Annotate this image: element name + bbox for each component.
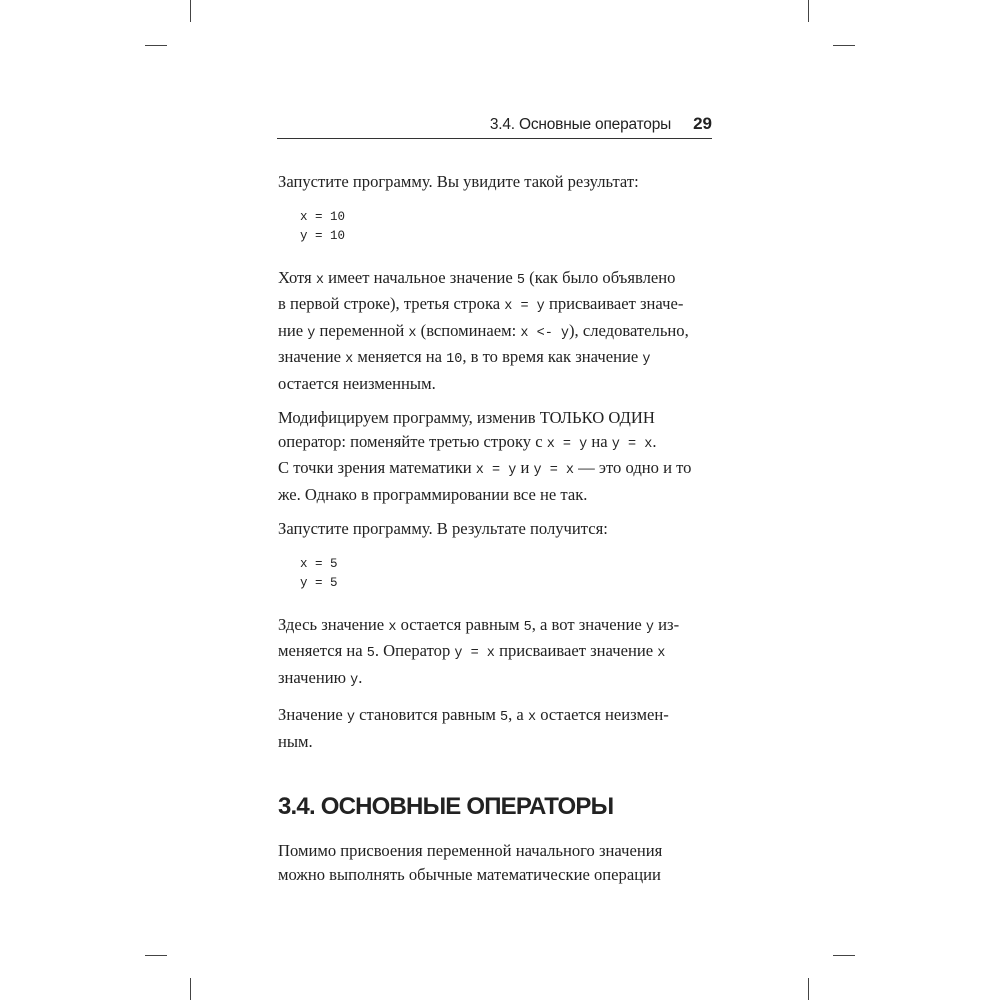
crop-mark-left-top: [145, 45, 167, 46]
paragraph-5-line-2: меняется на 5. Оператор y = x присваивает значение x: [278, 641, 666, 661]
paragraph-3-line-4: же. Однако в программировании все не так.: [278, 484, 588, 504]
paragraph-6-line-2: ным.: [278, 731, 313, 751]
paragraph-6-line-1: Значение y становится равным 5, а x остается неизмен-: [278, 705, 669, 725]
paragraph-2-line-5: остается неизменным.: [278, 373, 436, 393]
running-head-title: 3.4. Основные операторы: [489, 116, 672, 133]
paragraph-3-line-1: Модифицируем программу, изменив ТОЛЬКО ОДИН: [278, 408, 655, 427]
code-line: x = 10: [300, 209, 346, 224]
paragraph-6: [278, 703, 714, 753]
crop-mark-top-left: [190, 0, 191, 22]
crop-mark-bottom-left: [190, 978, 191, 1000]
code-block-2: [278, 555, 714, 593]
paragraph-7-line-2: можно выполнять обычные математические операции: [278, 864, 661, 884]
code-line: y = 10: [300, 228, 346, 243]
paragraph-5: [278, 613, 714, 693]
crop-mark-bottom-right: [808, 978, 809, 1000]
running-head: [277, 112, 712, 139]
paragraph-2-line-2: в первой строке), третья строка x = y присваивает значе-: [278, 294, 684, 314]
paragraph-7: [278, 839, 714, 886]
paragraph-2: [278, 266, 714, 396]
paragraph-2-line-3: ние y переменной x (вспоминаем: x <- y), следовательно,: [278, 320, 689, 341]
crop-mark-right-bottom: [833, 955, 855, 956]
paragraph-3-line-2: оператор: поменяйте третью строку с x = y на y = x.: [278, 431, 657, 452]
paragraph-3: [278, 406, 714, 506]
paragraph-1: Запустите программу. Вы увидите такой результат:: [278, 172, 639, 191]
paragraph-4: Запустите программу. В результате получится:: [278, 519, 608, 538]
code-line: x = 5: [300, 556, 338, 571]
paragraph-2-line-4: значение x меняется на 10, в то время как значение y: [278, 347, 651, 367]
section-heading: 3.4. ОСНОВНЫЕ ОПЕРАТОРЫ: [278, 793, 614, 820]
crop-mark-right-top: [833, 45, 855, 46]
paragraph-5-line-1: Здесь значение x остается равным 5, а вот значение y из-: [278, 614, 680, 635]
paragraph-3-line-3: С точки зрения математики x = y и y = x — это одно и то: [278, 458, 692, 478]
paragraph-2-line-1: Хотя x имеет начальное значение 5 (как было объявлено: [278, 267, 676, 288]
page-content: [278, 170, 714, 886]
crop-mark-top-right: [808, 0, 809, 22]
code-line: y = 5: [300, 575, 338, 590]
code-block-1: [278, 208, 714, 246]
paragraph-7-line-1: Помимо присвоения переменной начального значения: [278, 841, 663, 860]
crop-mark-left-bottom: [145, 955, 167, 956]
paragraph-5-line-3: значению y.: [278, 667, 363, 688]
page-number: 29: [693, 114, 712, 133]
